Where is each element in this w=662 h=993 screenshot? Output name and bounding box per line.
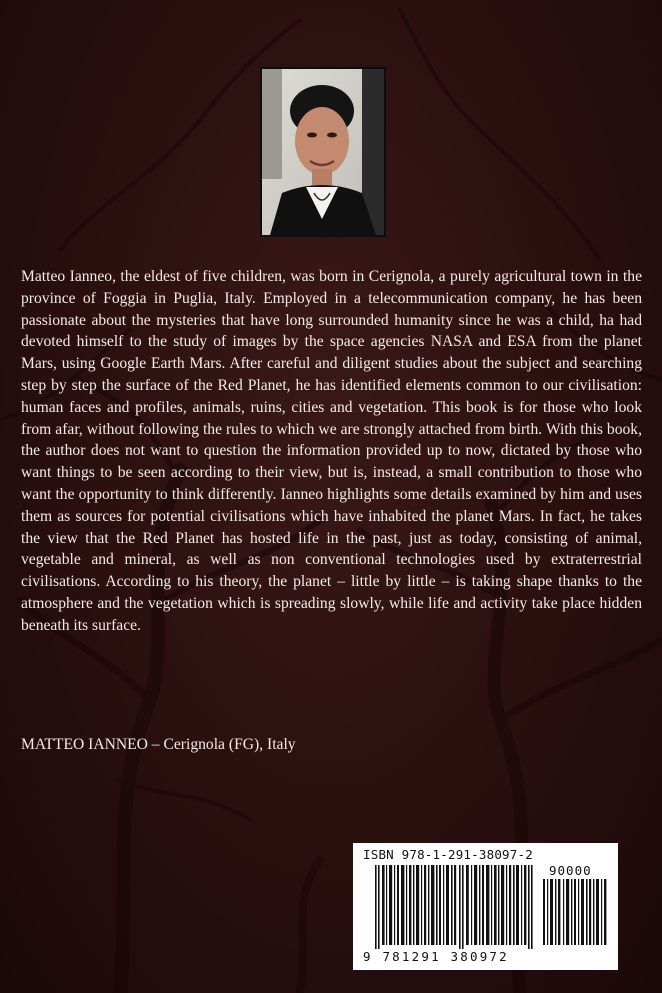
isbn-barcode-block	[353, 843, 618, 970]
ean-digits: 9 781291 380972	[363, 949, 509, 964]
author-photo	[260, 67, 386, 237]
price-code: 90000	[549, 863, 592, 878]
author-byline: MATTEO IANNEO – Cerignola (FG), Italy	[21, 736, 296, 753]
author-portrait-icon	[262, 69, 384, 235]
isbn-label: ISBN 978-1-291-38097-2	[363, 847, 533, 862]
author-biography: Matteo Ianneo, the eldest of five children, was born in Cerignola, a purely agricultural town in the province of Foggia in Puglia, Italy. Employed in a telecommunication company, he has been passionate about the mysteries that have long surrounded humanity since he was a child, ha had devoted himself to the study of images by the space agencies NASA and ESA from the planet Mars, using Google Earth Mars. After careful and diligent studies about the subject and searching step by step the surface of the Red Planet, he has identified elements common to our civilisation: human faces and profiles, animals, ruins, cities and vegetation. This book is for those who look from afar, without following the rules to which we are strongly attached from birth. With this book, the author does not want to question the information provided up to now, dictated by those who want things to be seen according to their view, but is, instead, a small contribution to those who want the opportunity to think differently. Ianneo highlights some details examined by him and uses them as sources for potential civilisations which have inhabited the planet Mars. In fact, he takes the view that the Red Planet has hosted life in the past, just as today, consisting of animal, vegetable and mineral, as well as non conventional technologies used by extraterrestrial civilisations. According to his theory, the planet – little by little – is taking shape thanks to the atmosphere and the vegetation which is spreading slowly, while life and activity take place hidden beneath its surface.	[21, 268, 642, 634]
